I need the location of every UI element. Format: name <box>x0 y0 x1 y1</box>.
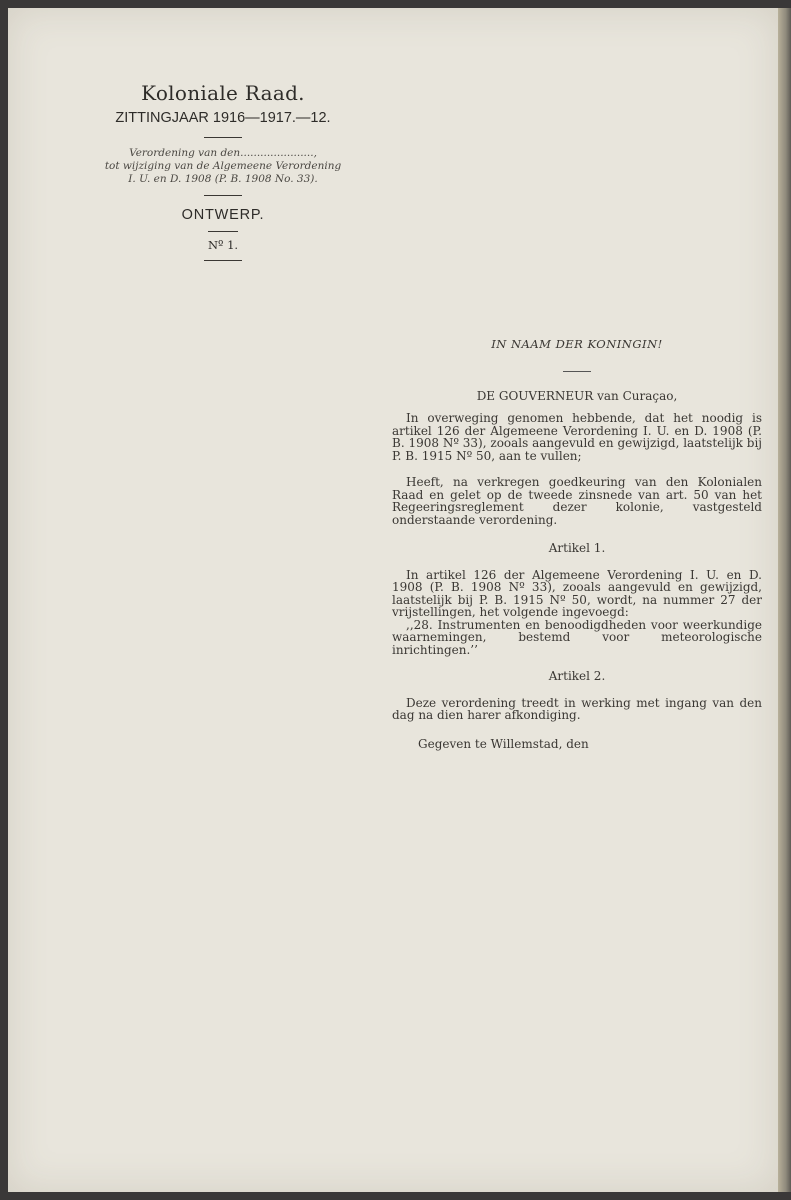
closing-line: Gegeven te Willemstad, den <box>418 736 589 751</box>
council-title: Koloniale Raad. <box>141 81 305 105</box>
article-2-heading: Artikel 2. <box>548 669 606 683</box>
governor-line: DE GOUVERNEUR van Curaçao, <box>476 388 678 403</box>
document-header <box>68 80 378 269</box>
divider <box>204 260 242 261</box>
subject-line-2: tot wijziging van de Algemeene Verordening <box>104 160 342 172</box>
subject-line-1: Verordening van den......................, <box>129 147 317 159</box>
page-edge <box>778 8 791 1192</box>
divider <box>204 137 242 138</box>
article-1-heading: Artikel 1. <box>548 541 606 555</box>
divider <box>208 231 238 232</box>
preamble-paragraph: In overweging genomen hebbende, dat het noodig is artikel 126 der Algemeene Verordening I. U. en D. 1908 (P. B. 1908 Nº 33), zooals aangevuld en gewijzigd, laatstelijk bij P. B. 1915 Nº 50, aan te vullen; <box>392 411 762 463</box>
decree-body <box>392 338 762 750</box>
subject-line-3: I. U. en D. 1908 (P. B. 1908 No. 33). <box>128 173 318 185</box>
invocation: IN NAAM DER KONINGIN! <box>491 337 663 351</box>
article-2-text: Deze verordening treedt in werking met ingang van den dag na dien harer afkondiging. <box>392 695 762 722</box>
divider <box>204 195 242 196</box>
article-1-quote: ,,28. Instrumenten en benoodigdheden voor weerkundige waarnemingen, bestemd voor meteorologische inrichtingen.’’ <box>392 617 762 657</box>
draft-number: Nº 1. <box>207 238 239 252</box>
article-1-text: In artikel 126 der Algemeene Verordening I. U. en D. 1908 (P. B. 1908 Nº 33), zooals aangevuld en gewijzigd, laatstelijk bij P. B. 1915 Nº 50, wordt, na nummer 27 der vrijstellingen, het volgende ingevoegd: <box>392 567 762 619</box>
divider <box>563 371 591 372</box>
draft-label: ONTWERP. <box>181 207 265 223</box>
document-page <box>8 8 778 1192</box>
decision-paragraph: Heeft, na verkregen goedkeuring van den Kolonialen Raad en gelet op de tweede zinsnede van art. 50 van het Regeeringsreglement dezer kolonie, vastgesteld onderstaande verordening. <box>392 475 762 527</box>
session-year: ZITTINGJAAR 1916—1917.—12. <box>115 110 331 126</box>
